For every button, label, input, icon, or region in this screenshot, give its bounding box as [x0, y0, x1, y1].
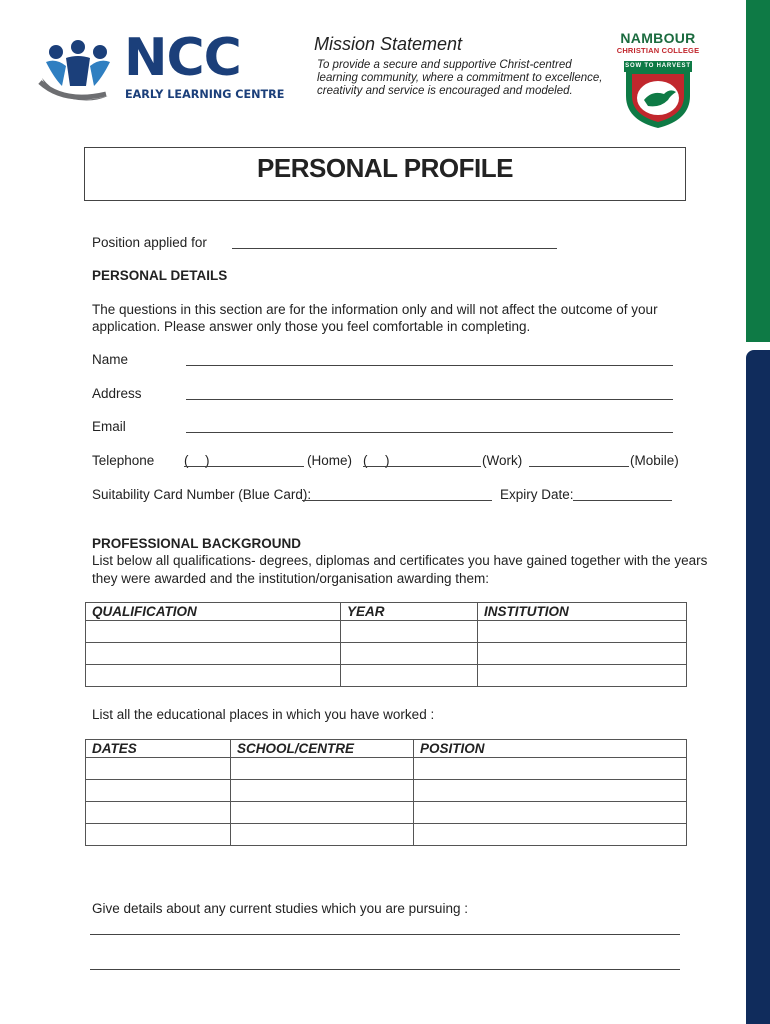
card-label: Suitability Card Number (Blue Card): — [92, 487, 312, 502]
table-cell[interactable] — [86, 758, 231, 780]
ncc-brand: NCC — [124, 28, 241, 88]
telephone-label: Telephone — [92, 453, 155, 468]
year-header: YEAR — [341, 603, 478, 621]
address-label: Address — [92, 386, 142, 401]
table-row — [86, 621, 687, 643]
dates-header: DATES — [86, 740, 231, 758]
personal-intro-1: The questions in this section are for the information only and will not affect the outcome of your — [92, 302, 658, 317]
table-cell[interactable] — [86, 802, 231, 824]
table-header-row — [86, 603, 687, 621]
table-cell[interactable] — [86, 824, 231, 846]
table-row — [86, 824, 687, 846]
expiry-label: Expiry Date: — [500, 487, 574, 502]
table-row — [86, 802, 687, 824]
college-crest — [612, 30, 704, 140]
home-label: (Home) — [307, 453, 353, 468]
studies-field-line-1[interactable] — [90, 934, 680, 935]
table-cell[interactable] — [86, 621, 341, 643]
table-cell[interactable] — [86, 780, 231, 802]
side-bar-green — [746, 0, 770, 342]
table-cell[interactable] — [341, 665, 478, 687]
table-cell[interactable] — [231, 780, 414, 802]
work-label: (Work) — [482, 453, 523, 468]
mission-statement — [314, 34, 604, 98]
children-logo-icon — [36, 38, 122, 104]
work-paren-close: ) — [385, 453, 390, 468]
home-phone-field[interactable] — [184, 466, 304, 467]
table-cell[interactable] — [478, 665, 687, 687]
table-header-row — [86, 740, 687, 758]
title-box — [84, 147, 686, 201]
studies-field-line-2[interactable] — [90, 969, 680, 970]
table-cell[interactable] — [414, 824, 687, 846]
professional-heading: PROFESSIONAL BACKGROUND — [92, 536, 302, 551]
personal-intro-2: application. Please answer only those you feel comfortable in completing. — [92, 319, 531, 334]
qualification-header: QUALIFICATION — [86, 603, 341, 621]
crest-subtitle: CHRISTIAN COLLEGE — [616, 46, 700, 55]
mobile-label: (Mobile) — [630, 453, 679, 468]
expiry-date-field[interactable] — [573, 500, 672, 501]
position-header: POSITION — [414, 740, 687, 758]
professional-intro-2: they were awarded and the institution/organisation awarding them: — [92, 571, 489, 586]
table-cell[interactable] — [231, 824, 414, 846]
table-row — [86, 665, 687, 687]
mission-body: To provide a secure and supportive Christ-centred learning community, where a commitment to excellence, creativity and service is encouraged and modeled. — [317, 59, 603, 97]
table-cell[interactable] — [341, 643, 478, 665]
table-cell[interactable] — [86, 643, 341, 665]
table-cell[interactable] — [86, 665, 341, 687]
work-paren-open: ( — [363, 453, 368, 468]
table-cell[interactable] — [341, 621, 478, 643]
name-label: Name — [92, 352, 129, 367]
home-paren-close: ) — [205, 453, 210, 468]
table-cell[interactable] — [478, 643, 687, 665]
email-label: Email — [92, 419, 126, 434]
position-field[interactable] — [232, 248, 557, 249]
qualifications-table — [85, 602, 687, 687]
page-title: PERSONAL PROFILE — [257, 153, 513, 183]
table-cell[interactable] — [231, 758, 414, 780]
institution-header: INSTITUTION — [478, 603, 687, 621]
work-phone-field[interactable] — [363, 466, 481, 467]
address-field[interactable] — [186, 399, 673, 400]
table-cell[interactable] — [414, 758, 687, 780]
mission-title: Mission Statement — [314, 34, 463, 54]
table-row — [86, 643, 687, 665]
home-paren-open: ( — [184, 453, 189, 468]
personal-heading: PERSONAL DETAILS — [92, 268, 228, 283]
table-cell[interactable] — [231, 802, 414, 824]
ncc-logo — [36, 28, 285, 104]
work-places-intro: List all the educational places in which you have worked : — [92, 707, 435, 722]
table-row — [86, 758, 687, 780]
ncc-subtitle: EARLY LEARNING CENTRE — [125, 88, 285, 101]
table-cell[interactable] — [414, 780, 687, 802]
side-bar-blue — [746, 350, 770, 1024]
position-label: Position applied for — [92, 235, 207, 250]
crest-motto: SOW TO HARVEST — [624, 61, 692, 72]
table-cell[interactable] — [414, 802, 687, 824]
professional-intro-1: List below all qualifications- degrees, diplomas and certificates you have gained together with the years — [92, 553, 708, 568]
crest-name: NAMBOUR — [620, 30, 696, 46]
name-field[interactable] — [186, 365, 673, 366]
school-centre-header: SCHOOL/CENTRE — [231, 740, 414, 758]
mobile-phone-field[interactable] — [529, 466, 629, 467]
email-field[interactable] — [186, 432, 673, 433]
card-number-field[interactable] — [302, 500, 492, 501]
work-history-table — [85, 739, 687, 846]
table-cell[interactable] — [478, 621, 687, 643]
table-row — [86, 780, 687, 802]
studies-label: Give details about any current studies which you are pursuing : — [92, 901, 468, 916]
